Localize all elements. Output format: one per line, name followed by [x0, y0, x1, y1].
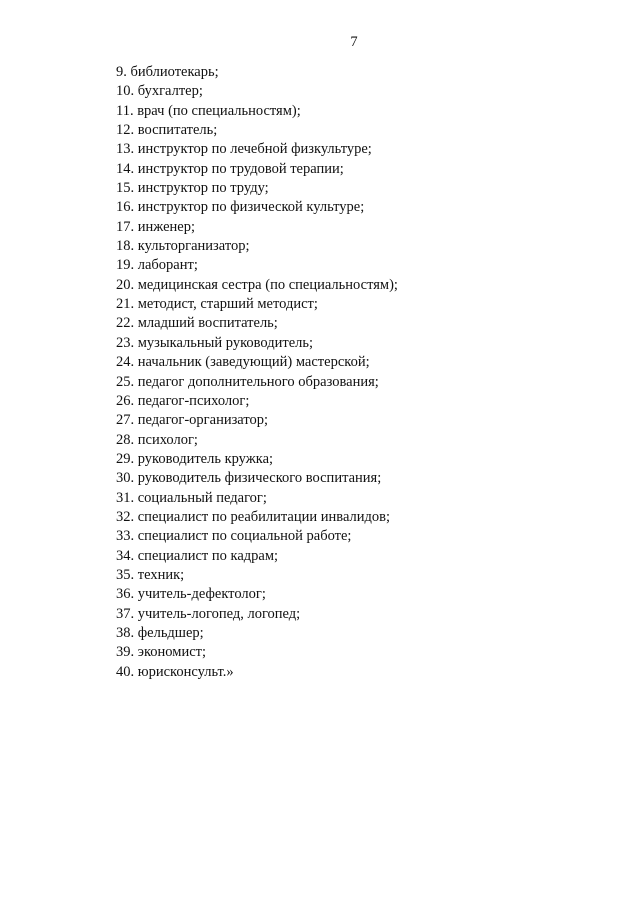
list-item: 27. педагог-организатор;: [116, 412, 269, 429]
list-item: 17. инженер;: [116, 218, 196, 235]
list-item: 30. руководитель физического воспитания;: [116, 470, 382, 487]
list-item: 38. фельдшер;: [116, 624, 204, 641]
list-item: 34. специалист по кадрам;: [116, 547, 279, 564]
list-item: 19. лаборант;: [116, 257, 198, 274]
list-item: 11. врач (по специальностям);: [116, 102, 301, 119]
list-item: 13. инструктор по лечебной физкультуре;: [116, 141, 372, 158]
list-item: 9. библиотекарь;: [116, 64, 219, 80]
list-item: 12. воспитатель;: [116, 122, 218, 139]
list-item: 35. техник;: [116, 566, 185, 583]
list-item: 15. инструктор по труду;: [116, 180, 269, 197]
list-item: 29. руководитель кружка;: [116, 450, 274, 467]
list-item: 26. педагог-психолог;: [116, 392, 250, 409]
list-item: 24. начальник (заведующий) мастерской;: [116, 354, 370, 371]
list-item: 31. социальный педагог;: [116, 489, 267, 506]
list-item: 39. экономист;: [116, 644, 207, 661]
list-item: 20. медицинская сестра (по специальностям);: [116, 276, 398, 293]
list-item: 36. учитель-дефектолог;: [116, 586, 266, 603]
list-item: 14. инструктор по трудовой терапии;: [116, 160, 344, 177]
list-item: 22. младший воспитатель;: [116, 315, 278, 332]
list-item: 33. специалист по социальной работе;: [116, 528, 352, 545]
list-item: 10. бухгалтер;: [116, 83, 203, 100]
list-item: 40. юрисконсульт.»: [116, 663, 234, 680]
list-item: 23. музыкальный руководитель;: [116, 334, 314, 351]
position-list: [116, 63, 398, 682]
list-item: 21. методист, старший методист;: [116, 296, 318, 313]
list-item: 32. специалист по реабилитации инвалидов;: [116, 508, 391, 525]
list-item: 37. учитель-логопед, логопед;: [116, 605, 301, 622]
page-number: 7: [350, 34, 358, 50]
list-item: 25. педагог дополнительного образования;: [116, 373, 379, 390]
list-item: 16. инструктор по физической культуре;: [116, 199, 365, 216]
list-item: 28. психолог;: [116, 431, 198, 448]
list-item: 18. культорганизатор;: [116, 238, 250, 255]
